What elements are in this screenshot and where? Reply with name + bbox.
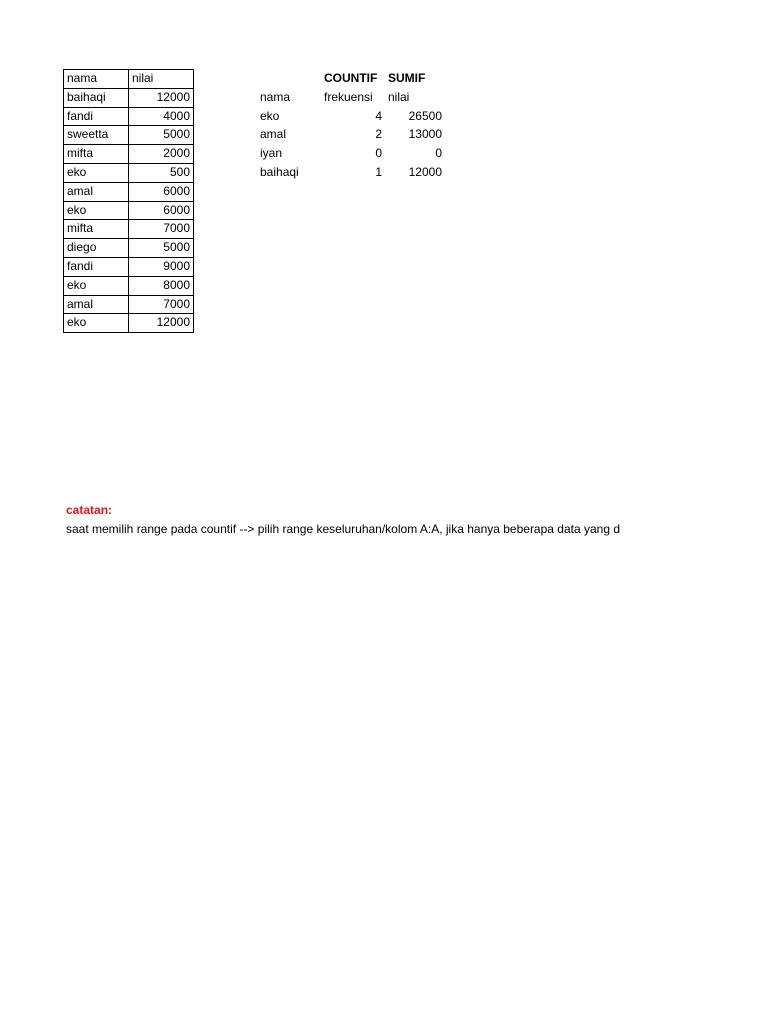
empty-cell[interactable]	[257, 69, 321, 88]
cell-nama[interactable]: mifta	[64, 145, 129, 164]
cell-nilai[interactable]: 6000	[129, 182, 194, 201]
cell-nilai[interactable]: 7000	[129, 220, 194, 239]
table-row	[257, 125, 445, 144]
table-row	[64, 201, 194, 220]
table-row	[64, 239, 194, 258]
cell-nama[interactable]: baihaqi	[64, 88, 129, 107]
table-row	[64, 107, 194, 126]
cell-nilai[interactable]: 12000	[129, 314, 194, 333]
table-row	[64, 276, 194, 295]
summary-header-nilai[interactable]: nilai	[388, 89, 410, 104]
data-table	[63, 69, 194, 333]
countif-label[interactable]: COUNTIF	[324, 71, 378, 85]
cell-nama[interactable]: mifta	[64, 220, 129, 239]
cell-nilai[interactable]: 12000	[129, 88, 194, 107]
table-row	[257, 144, 445, 163]
cell-nama[interactable]: eko	[64, 314, 129, 333]
note-label[interactable]: catatan:	[66, 503, 113, 517]
summary-cell-nama[interactable]: eko	[260, 108, 280, 123]
table-row	[257, 107, 445, 126]
cell-nilai[interactable]: 2000	[129, 145, 194, 164]
summary-cell-nilai[interactable]: 0	[435, 146, 442, 161]
header-cell-nilai[interactable]: nilai	[129, 70, 194, 89]
sumif-label[interactable]: SUMIF	[388, 71, 426, 85]
cell-nilai[interactable]: 500	[129, 163, 194, 182]
cell-nama[interactable]: eko	[64, 276, 129, 295]
cell-nilai[interactable]: 6000	[129, 201, 194, 220]
cell-nama[interactable]: amal	[64, 295, 129, 314]
cell-nilai[interactable]: 5000	[129, 239, 194, 258]
cell-nama[interactable]: amal	[64, 182, 129, 201]
summary-header-frekuensi[interactable]: frekuensi	[324, 89, 373, 104]
table-row	[64, 314, 194, 333]
table-row	[64, 88, 194, 107]
table-row	[64, 126, 194, 145]
summary-cell-nilai[interactable]: 12000	[408, 164, 442, 179]
summary-cell-frekuensi[interactable]: 2	[375, 127, 382, 142]
summary-cell-nilai[interactable]: 26500	[408, 108, 442, 123]
table-row	[64, 163, 194, 182]
cell-nama[interactable]: eko	[64, 201, 129, 220]
data-table-header-row	[64, 70, 194, 89]
cell-nama[interactable]: diego	[64, 239, 129, 258]
header-cell-nama[interactable]: nama	[64, 70, 129, 89]
table-row	[64, 145, 194, 164]
cell-nama[interactable]: fandi	[64, 257, 129, 276]
table-row	[64, 295, 194, 314]
table-row	[64, 220, 194, 239]
note-text[interactable]: saat memilih range pada countif --> pilih range keseluruhan/kolom A:A, jika hanya beberapa data yang d	[66, 522, 621, 536]
summary-header-row	[257, 88, 445, 107]
summary-cell-nilai[interactable]: 13000	[408, 127, 442, 142]
cell-nama[interactable]: fandi	[64, 107, 129, 126]
summary-cell-frekuensi[interactable]: 1	[375, 164, 382, 179]
summary-function-row	[257, 69, 445, 88]
table-row	[64, 182, 194, 201]
cell-nama[interactable]: sweetta	[64, 126, 129, 145]
summary-cell-frekuensi[interactable]: 0	[375, 146, 382, 161]
cell-nilai[interactable]: 9000	[129, 257, 194, 276]
summary-table	[257, 69, 445, 182]
table-row	[257, 163, 445, 182]
summary-cell-nama[interactable]: iyan	[260, 146, 283, 161]
cell-nilai[interactable]: 4000	[129, 107, 194, 126]
summary-header-nama[interactable]: nama	[260, 89, 291, 104]
table-row	[64, 257, 194, 276]
summary-cell-nama[interactable]: baihaqi	[260, 164, 299, 179]
cell-nama[interactable]: eko	[64, 163, 129, 182]
summary-cell-nama[interactable]: amal	[260, 127, 287, 142]
cell-nilai[interactable]: 5000	[129, 126, 194, 145]
summary-cell-frekuensi[interactable]: 4	[375, 108, 382, 123]
cell-nilai[interactable]: 7000	[129, 295, 194, 314]
cell-nilai[interactable]: 8000	[129, 276, 194, 295]
